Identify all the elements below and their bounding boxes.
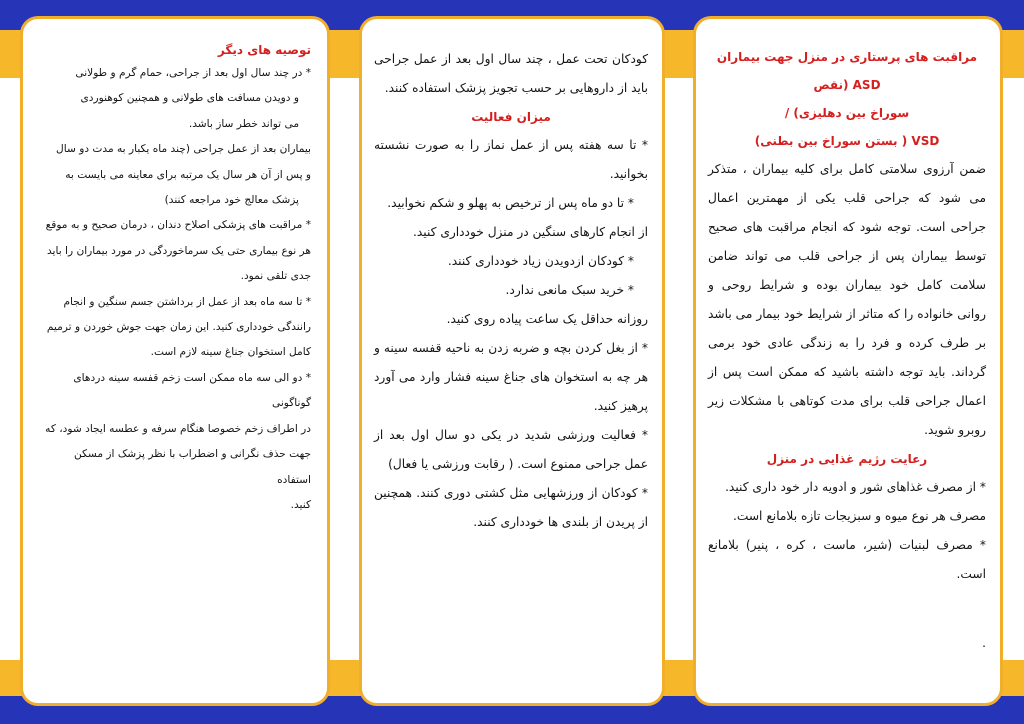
right-subtitle-diet: رعایت رژیم غذایی در منزل xyxy=(766,452,928,466)
left-line-16: کنید. xyxy=(290,498,311,511)
left-line-13: * دو الی سه ماه ممکن است زخم قفسه سینه دردهای گوناگونی xyxy=(73,371,311,410)
middle-intro: کودکان تحت عمل ، چند سال اول بعد از عمل جراحی باید از داروهایی بر حسب تجویز پزشک استفاده کنند. xyxy=(374,52,648,95)
middle-item-3: از انجام کارهای سنگین در منزل خودداری کنید. xyxy=(413,225,648,239)
right-intro-paragraph: ضمن آرزوی سلامتی کامل برای کلیه بیماران ، متذکر می شود که جراحی قلب یکی از مهمترین اعمال جراحی است. توجه شود که انجام مراقبت های صحیح توسط بیماران پس از جراحی قلب می تواند ضامن سلامت کامل خود بیماران بوده و شرایط روحی و روانی خانواده را که متاثر از شرایط خود بیمار می باشد بر طرف کرده و فرد را به زندگی عادی خود برمی گرداند. باید توجه داشته باشید که ممکن است پس از اعمال جراحی قلب برای مدت کوتاهی با مشکلات زیر روبرو شوید. xyxy=(708,162,986,437)
middle-item-5: * خرید سبک مانعی ندارد. xyxy=(505,283,634,297)
left-line-15: جهت حذف نگرانی و اضطراب با نظر پزشک از مسکن استفاده xyxy=(73,448,311,486)
middle-item-7: * از بغل کردن بچه و ضربه زدن به ناحیه قفسه سینه و هر چه به استخوان های جناغ سینه فشار وارد می آورد پرهیز کنید. xyxy=(374,341,648,413)
left-line-12: کامل استخوان جناغ سینه لازم است. xyxy=(150,346,311,359)
left-line-1: * در چند سال اول بعد از جراحی، حمام گرم و طولانی xyxy=(75,67,311,79)
left-line-8: هر نوع بیماری حتی یک سرماخوردگی در مورد بیماران را باید xyxy=(46,244,311,257)
right-end-mark: . xyxy=(982,636,986,650)
panel-other-recommendations xyxy=(20,16,330,706)
left-line-9: جدی تلقی نمود. xyxy=(240,270,311,283)
right-title-line-3: VSD ( بستن سوراخ بین بطنی) xyxy=(754,134,940,148)
middle-item-4: * کودکان ازدویدن زیاد خودداری کنند. xyxy=(447,254,634,268)
panel-home-nursing-care xyxy=(693,16,1003,706)
left-line-3: می تواند خطر ساز باشد. xyxy=(188,117,299,130)
right-title-line-1: مراقبت های پرستاری در منزل جهت بیماران ASD (نقص xyxy=(716,50,978,92)
left-line-14: در اطراف زخم خصوصا هنگام سرفه و عطسه ایجاد شود، که xyxy=(45,422,311,435)
middle-item-1: * تا سه هفته پس از عمل نماز را به صورت نشسته بخوانید. xyxy=(374,138,648,181)
left-line-5: و پس از آن هر سال یک مرتبه برای معاینه می بایست به xyxy=(65,168,311,181)
right-diet-1: * از مصرف غذاهای شور و ادویه دار خود داری کنید. xyxy=(725,480,986,494)
left-line-7: * مراقبت های پزشکی اصلاح دندان ، درمان صحیح و به موقع xyxy=(45,219,311,232)
left-line-11: رانندگی خودداری کنید. این زمان جهت جوش خوردن و ترمیم xyxy=(46,321,311,334)
middle-item-9: * کودکان از ورزشهایی مثل کشتی دوری کنند. همچنین از پریدن از بلندی ها خودداری کنند. xyxy=(374,486,648,529)
right-diet-3: * مصرف لبنیات (شیر، ماست ، کره ، پنیر) بلامانع است. xyxy=(708,538,986,581)
right-title-line-2: سوراخ بین دهلیزی) / xyxy=(784,106,910,120)
middle-subtitle: میزان فعالیت xyxy=(471,110,551,124)
left-line-2: و دویدن مسافت های طولانی و همچنین کوهنوردی xyxy=(80,92,299,105)
panel-activity-level xyxy=(359,16,665,706)
middle-item-2: * تا دو ماه پس از ترخیص به پهلو و شکم نخوابید. xyxy=(387,196,634,210)
left-panel-title: توصیه های دیگر xyxy=(217,43,311,57)
left-line-4: بیماران بعد از عمل جراحی (چند ماه یکبار به مدت دو سال xyxy=(56,143,311,156)
left-line-6: پزشک معالج خود مراجعه کنند) xyxy=(164,194,299,207)
left-line-10: * تا سه ماه بعد از عمل از برداشتن جسم سنگین و انجام xyxy=(63,295,311,308)
right-diet-2: مصرف هر نوع میوه و سبزیجات تازه بلامانع است. xyxy=(733,509,986,523)
middle-item-6: روزانه حداقل یک ساعت پیاده روی کنید. xyxy=(446,312,648,326)
middle-item-8: * فعالیت ورزشی شدید در یکی دو سال اول بعد از عمل جراحی ممنوع است. ( رقابت ورزشی یا فعال) xyxy=(374,428,648,471)
